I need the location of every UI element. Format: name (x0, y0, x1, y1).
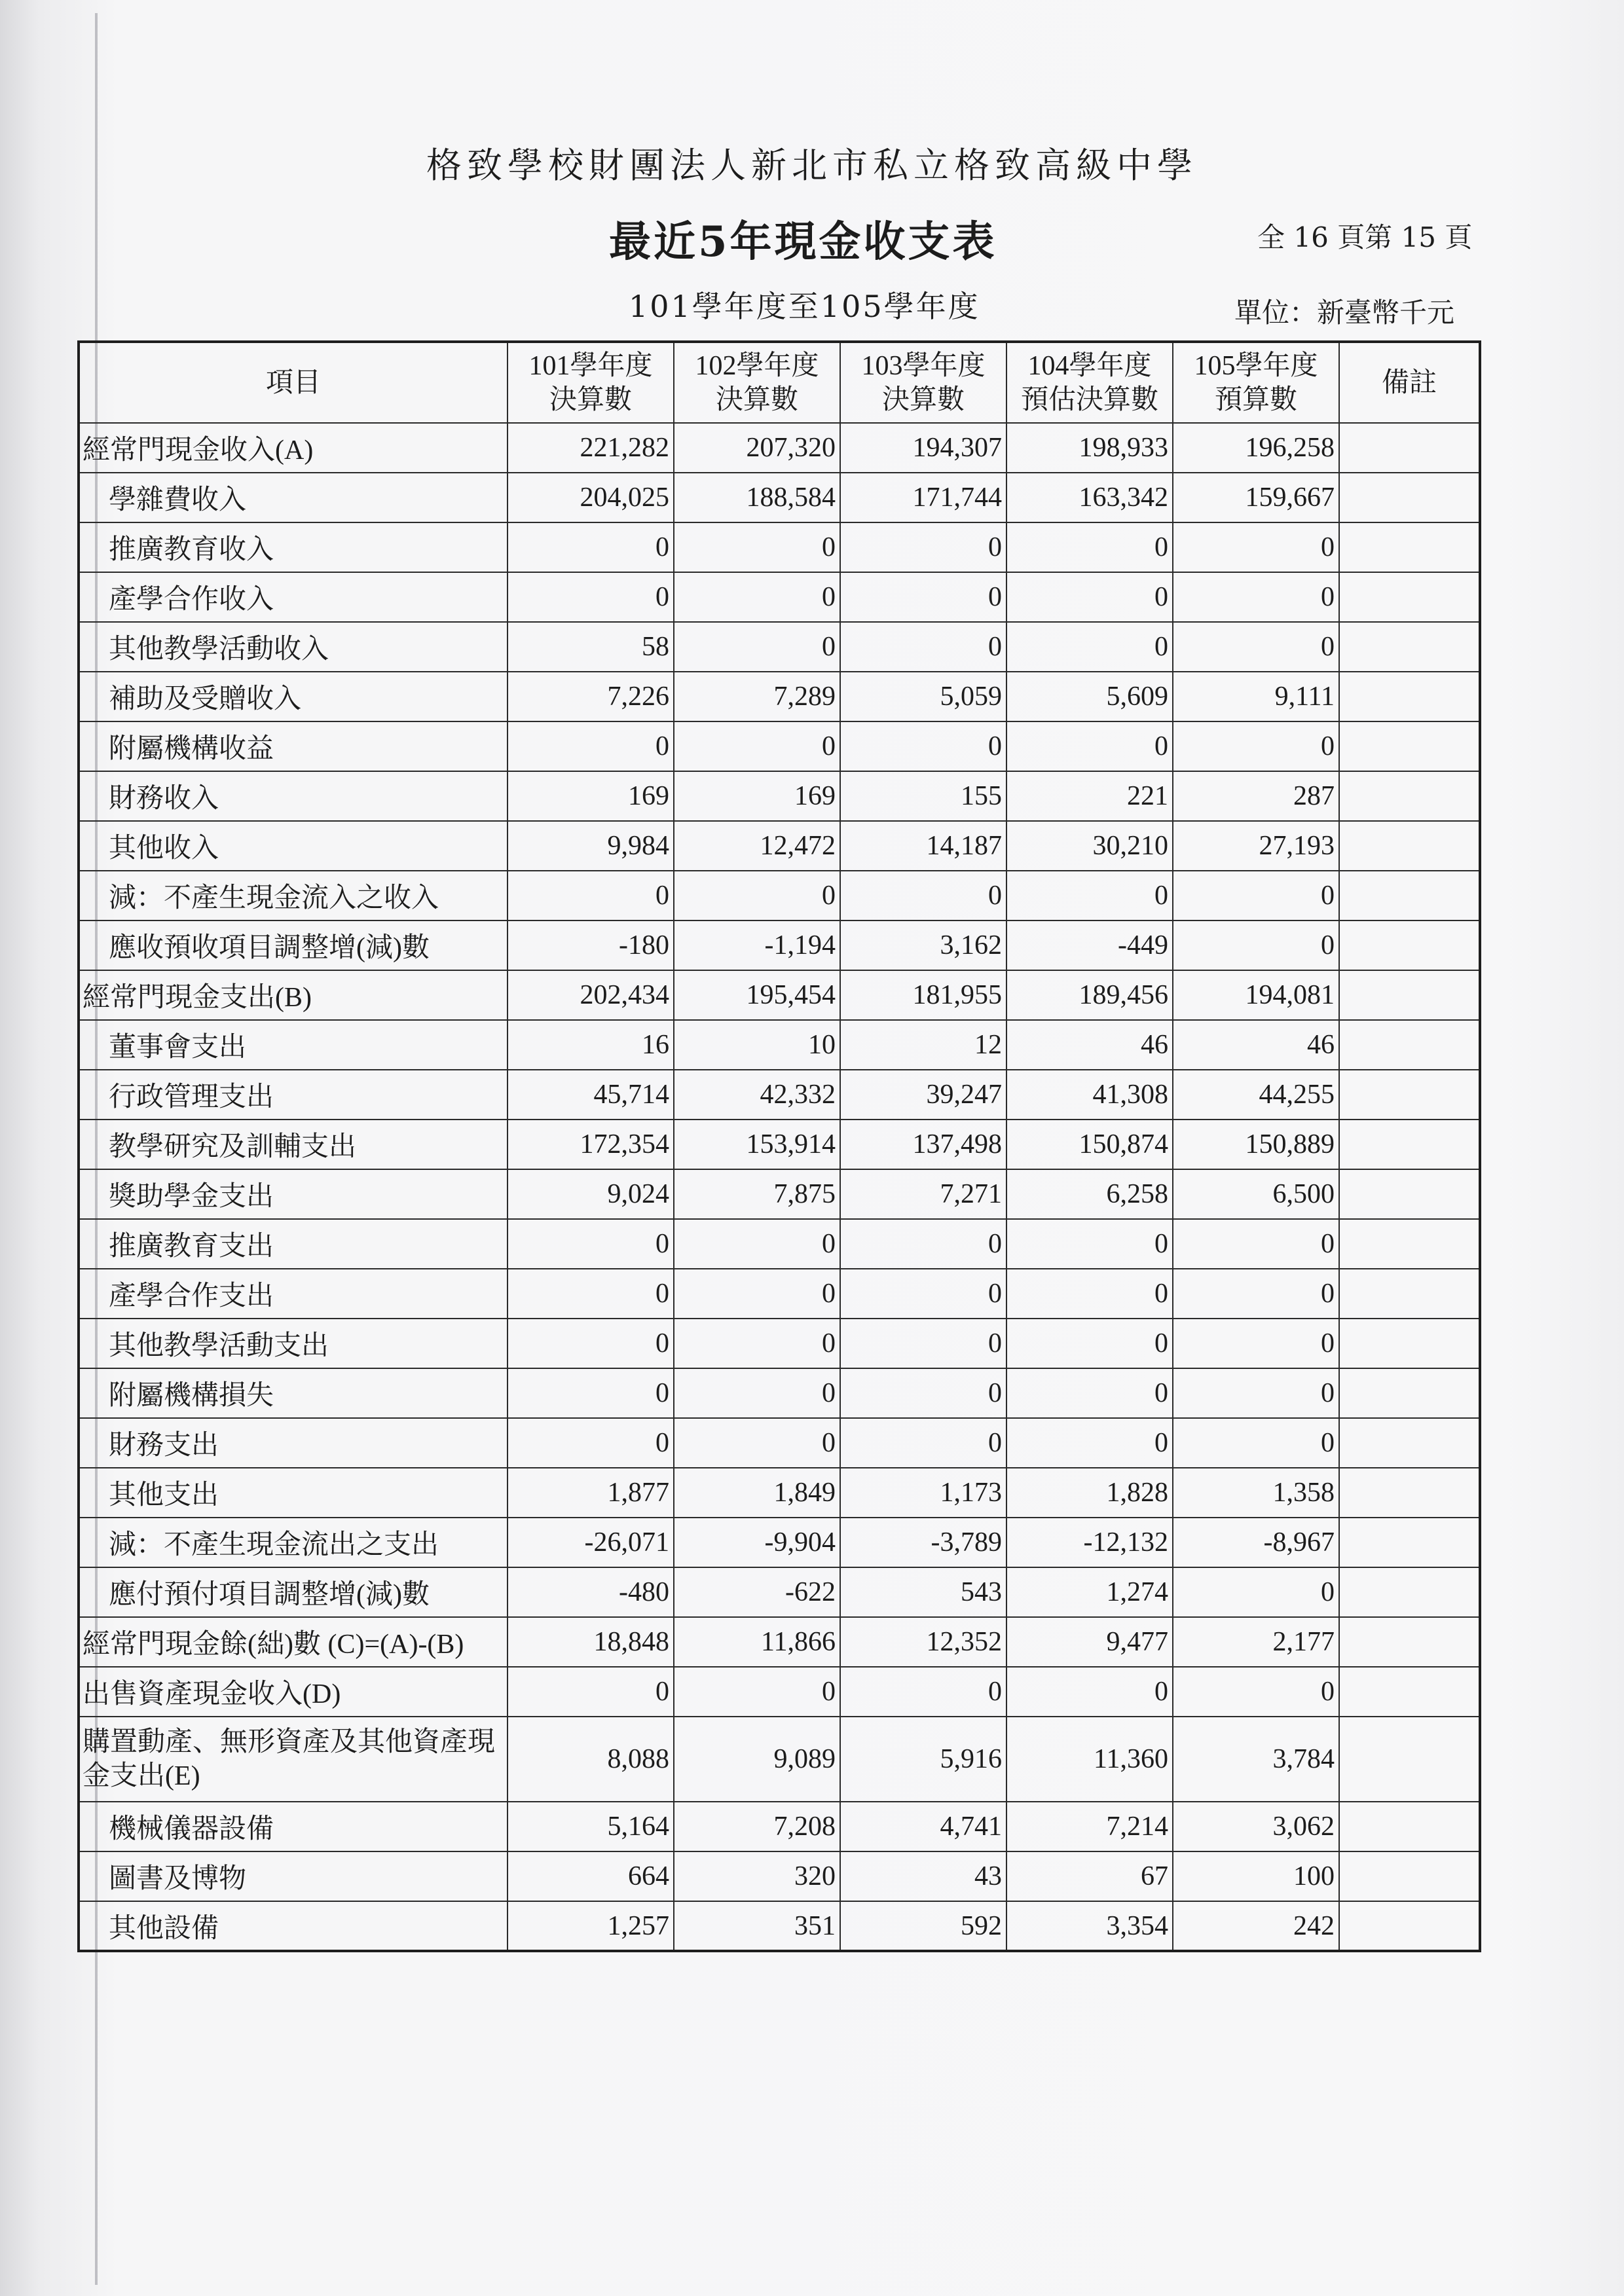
cell-year-105: 0 (1173, 522, 1339, 572)
row-note (1339, 1802, 1480, 1851)
cell-year-102: 188,584 (674, 473, 840, 522)
cell-year-101: -480 (507, 1567, 674, 1617)
cell-year-105: 0 (1173, 572, 1339, 622)
cell-year-103: 14,187 (840, 821, 1006, 871)
row-label: 獎助學金支出 (79, 1169, 507, 1219)
cell-year-102: 10 (674, 1020, 840, 1070)
row-label: 附屬機構損失 (79, 1368, 507, 1418)
cell-year-105: 0 (1173, 1667, 1339, 1717)
row-label: 學雜費收入 (79, 473, 507, 522)
row-note (1339, 473, 1480, 522)
cell-year-105: 6,500 (1173, 1169, 1339, 1219)
row-note (1339, 1020, 1480, 1070)
cell-year-101: 8,088 (507, 1717, 674, 1802)
cell-year-102: 0 (674, 1667, 840, 1717)
cell-year-104: 0 (1006, 1418, 1173, 1468)
row-note (1339, 672, 1480, 721)
cell-year-105: 27,193 (1173, 821, 1339, 871)
cell-year-103: -3,789 (840, 1518, 1006, 1567)
cell-year-105: 9,111 (1173, 672, 1339, 721)
cell-year-103: 0 (840, 1219, 1006, 1269)
row-label: 其他教學活動收入 (79, 622, 507, 672)
cell-year-104: 189,456 (1006, 970, 1173, 1020)
table-row (79, 721, 1480, 771)
cell-year-103: 7,271 (840, 1169, 1006, 1219)
cell-year-103: 0 (840, 572, 1006, 622)
table-row (79, 1319, 1480, 1368)
cell-year-105: 0 (1173, 1567, 1339, 1617)
cell-year-102: 7,208 (674, 1802, 840, 1851)
cell-year-101: 221,282 (507, 423, 674, 473)
cell-year-103: 5,059 (840, 672, 1006, 721)
table-row (79, 1717, 1480, 1802)
currency-unit: 單位：新臺幣千元 (1234, 297, 1455, 329)
cell-year-104: 3,354 (1006, 1901, 1173, 1951)
cell-year-102: 0 (674, 1319, 840, 1368)
row-label: 圖書及博物 (79, 1851, 507, 1901)
row-label: 應付預付項目調整增(減)數 (79, 1567, 507, 1617)
cell-year-102: 153,914 (674, 1120, 840, 1169)
cell-year-105: -8,967 (1173, 1518, 1339, 1567)
cell-year-104: 0 (1006, 1219, 1173, 1269)
cell-year-104: 0 (1006, 871, 1173, 920)
cell-year-104: 30,210 (1006, 821, 1173, 871)
cell-year-102: 0 (674, 1418, 840, 1468)
cell-year-101: 1,257 (507, 1901, 674, 1951)
cell-year-101: 0 (507, 1667, 674, 1717)
row-label: 出售資產現金收入(D) (79, 1667, 507, 1717)
row-note (1339, 1368, 1480, 1418)
cell-year-105: 0 (1173, 1418, 1339, 1468)
cell-year-102: -622 (674, 1567, 840, 1617)
cell-year-101: 16 (507, 1020, 674, 1070)
cell-year-101: 204,025 (507, 473, 674, 522)
cell-year-101: 5,164 (507, 1802, 674, 1851)
table-row (79, 1120, 1480, 1169)
cell-year-104: 5,609 (1006, 672, 1173, 721)
row-note (1339, 821, 1480, 871)
cell-year-103: 12,352 (840, 1617, 1006, 1667)
header-year-103: 103學年度 決算數 (840, 342, 1006, 423)
cell-year-105: 0 (1173, 721, 1339, 771)
cell-year-101: 9,984 (507, 821, 674, 871)
cell-year-103: 155 (840, 771, 1006, 821)
row-label: 產學合作支出 (79, 1269, 507, 1319)
header-note: 備註 (1339, 342, 1480, 423)
table-row (79, 1518, 1480, 1567)
cell-year-101: 664 (507, 1851, 674, 1901)
cell-year-102: 9,089 (674, 1717, 840, 1802)
cell-year-102: 11,866 (674, 1617, 840, 1667)
cell-year-103: 592 (840, 1901, 1006, 1951)
table-row (79, 1567, 1480, 1617)
cell-year-104: 0 (1006, 1269, 1173, 1319)
cell-year-101: 58 (507, 622, 674, 672)
cell-year-102: 320 (674, 1851, 840, 1901)
cell-year-103: 0 (840, 1368, 1006, 1418)
table-row (79, 821, 1480, 871)
cell-year-103: 1,173 (840, 1468, 1006, 1518)
cell-year-104: -449 (1006, 920, 1173, 970)
cell-year-103: 0 (840, 721, 1006, 771)
row-label: 推廣教育收入 (79, 522, 507, 572)
cell-year-103: 0 (840, 871, 1006, 920)
cell-year-105: 0 (1173, 1319, 1339, 1368)
table-row (79, 1802, 1480, 1851)
row-note (1339, 1468, 1480, 1518)
row-label: 應收預收項目調整增(減)數 (79, 920, 507, 970)
row-note (1339, 1667, 1480, 1717)
table-row (79, 1070, 1480, 1120)
row-note (1339, 1169, 1480, 1219)
cell-year-104: 0 (1006, 1368, 1173, 1418)
table-row (79, 1020, 1480, 1070)
row-label: 附屬機構收益 (79, 721, 507, 771)
cell-year-101: 0 (507, 721, 674, 771)
cell-year-104: 11,360 (1006, 1717, 1173, 1802)
table-row (79, 423, 1480, 473)
cell-year-105: 0 (1173, 1269, 1339, 1319)
row-label: 購置動產、無形資產及其他資產現金支出(E) (79, 1717, 507, 1802)
table-row (79, 672, 1480, 721)
cell-year-104: 1,274 (1006, 1567, 1173, 1617)
cell-year-102: 0 (674, 522, 840, 572)
table-row (79, 622, 1480, 672)
row-label: 推廣教育支出 (79, 1219, 507, 1269)
table-row (79, 473, 1480, 522)
header-year-105: 105學年度 預算數 (1173, 342, 1339, 423)
table-body (79, 423, 1480, 1951)
cell-year-103: 181,955 (840, 970, 1006, 1020)
cell-year-102: 195,454 (674, 970, 840, 1020)
header-year-102: 102學年度 決算數 (674, 342, 840, 423)
row-label: 經常門現金支出(B) (79, 970, 507, 1020)
cell-year-101: 7,226 (507, 672, 674, 721)
cell-year-101: 0 (507, 1368, 674, 1418)
cell-year-105: 196,258 (1173, 423, 1339, 473)
row-label: 減：不產生現金流入之收入 (79, 871, 507, 920)
cell-year-103: 0 (840, 1667, 1006, 1717)
row-label: 經常門現金餘(絀)數 (C)=(A)-(B) (79, 1617, 507, 1667)
header-item: 項目 (79, 342, 507, 423)
table-row (79, 1269, 1480, 1319)
header-year-101: 101學年度 決算數 (507, 342, 674, 423)
cell-year-105: 3,784 (1173, 1717, 1339, 1802)
cell-year-104: 0 (1006, 1667, 1173, 1717)
cell-year-105: 0 (1173, 1368, 1339, 1418)
cell-year-101: 169 (507, 771, 674, 821)
table-row (79, 1368, 1480, 1418)
cell-year-102: 0 (674, 1269, 840, 1319)
row-note (1339, 1617, 1480, 1667)
cell-year-103: 543 (840, 1567, 1006, 1617)
row-label: 其他設備 (79, 1901, 507, 1951)
cell-year-104: 41,308 (1006, 1070, 1173, 1120)
table-row (79, 1617, 1480, 1667)
row-note (1339, 1120, 1480, 1169)
cell-year-105: 0 (1173, 622, 1339, 672)
cell-year-103: 194,307 (840, 423, 1006, 473)
page-number: 全 16 頁第 15 頁 (1257, 221, 1473, 253)
school-title: 格致學校財團法人新北市私立格致高級中學 (426, 145, 1198, 186)
cell-year-104: 67 (1006, 1851, 1173, 1901)
cell-year-102: 12,472 (674, 821, 840, 871)
table-row (79, 1667, 1480, 1717)
cell-year-105: 0 (1173, 1219, 1339, 1269)
cell-year-101: 202,434 (507, 970, 674, 1020)
cell-year-105: 194,081 (1173, 970, 1339, 1020)
cell-year-103: 137,498 (840, 1120, 1006, 1169)
table-row (79, 1468, 1480, 1518)
row-note (1339, 1418, 1480, 1468)
cell-year-105: 1,358 (1173, 1468, 1339, 1518)
table-row (79, 970, 1480, 1020)
row-label: 其他收入 (79, 821, 507, 871)
cell-year-102: 0 (674, 1219, 840, 1269)
cell-year-102: 0 (674, 721, 840, 771)
row-label: 教學研究及訓輔支出 (79, 1120, 507, 1169)
row-note (1339, 771, 1480, 821)
table-row (79, 1219, 1480, 1269)
cell-year-104: 163,342 (1006, 473, 1173, 522)
cell-year-102: 42,332 (674, 1070, 840, 1120)
cell-year-101: 0 (507, 522, 674, 572)
table-row (79, 1418, 1480, 1468)
cell-year-103: 0 (840, 522, 1006, 572)
cell-year-103: 0 (840, 1418, 1006, 1468)
cell-year-101: 18,848 (507, 1617, 674, 1667)
row-label: 財務收入 (79, 771, 507, 821)
row-note (1339, 1219, 1480, 1269)
cell-year-103: 171,744 (840, 473, 1006, 522)
cell-year-104: 198,933 (1006, 423, 1173, 473)
row-note (1339, 1319, 1480, 1368)
cell-year-104: 0 (1006, 572, 1173, 622)
cell-year-102: 1,849 (674, 1468, 840, 1518)
cell-year-101: 45,714 (507, 1070, 674, 1120)
cell-year-102: 7,289 (674, 672, 840, 721)
cell-year-105: 46 (1173, 1020, 1339, 1070)
row-note (1339, 721, 1480, 771)
cell-year-105: 242 (1173, 1901, 1339, 1951)
table-row (79, 871, 1480, 920)
cell-year-103: 39,247 (840, 1070, 1006, 1120)
row-note (1339, 1518, 1480, 1567)
cell-year-104: 9,477 (1006, 1617, 1173, 1667)
cell-year-103: 5,916 (840, 1717, 1006, 1802)
cell-year-101: 0 (507, 1219, 674, 1269)
table-row (79, 771, 1480, 821)
row-label: 經常門現金收入(A) (79, 423, 507, 473)
row-note (1339, 423, 1480, 473)
cell-year-101: 0 (507, 871, 674, 920)
row-note (1339, 1901, 1480, 1951)
cell-year-101: -26,071 (507, 1518, 674, 1567)
cell-year-101: 0 (507, 1269, 674, 1319)
cell-year-105: 287 (1173, 771, 1339, 821)
row-label: 補助及受贈收入 (79, 672, 507, 721)
table-row (79, 522, 1480, 572)
row-note (1339, 1269, 1480, 1319)
cell-year-102: -9,904 (674, 1518, 840, 1567)
row-note (1339, 871, 1480, 920)
cell-year-102: 0 (674, 1368, 840, 1418)
cell-year-101: -180 (507, 920, 674, 970)
cell-year-101: 0 (507, 1418, 674, 1468)
cell-year-102: 169 (674, 771, 840, 821)
cell-year-102: 0 (674, 572, 840, 622)
row-note (1339, 1717, 1480, 1802)
row-label: 財務支出 (79, 1418, 507, 1468)
cell-year-105: 3,062 (1173, 1802, 1339, 1851)
table-row (79, 1169, 1480, 1219)
cell-year-103: 12 (840, 1020, 1006, 1070)
cell-year-103: 0 (840, 1269, 1006, 1319)
cell-year-105: 44,255 (1173, 1070, 1339, 1120)
year-range: 101學年度至105學年度 (629, 289, 980, 324)
table-row (79, 1851, 1480, 1901)
cell-year-102: -1,194 (674, 920, 840, 970)
row-note (1339, 920, 1480, 970)
cell-year-102: 7,875 (674, 1169, 840, 1219)
cell-year-104: 1,828 (1006, 1468, 1173, 1518)
table-row (79, 1901, 1480, 1951)
row-note (1339, 572, 1480, 622)
row-label: 減：不產生現金流出之支出 (79, 1518, 507, 1567)
cell-year-101: 1,877 (507, 1468, 674, 1518)
row-note (1339, 1851, 1480, 1901)
cell-year-101: 9,024 (507, 1169, 674, 1219)
cell-year-105: 0 (1173, 920, 1339, 970)
cell-year-104: 221 (1006, 771, 1173, 821)
row-note (1339, 622, 1480, 672)
row-label: 其他支出 (79, 1468, 507, 1518)
cell-year-102: 207,320 (674, 423, 840, 473)
row-note (1339, 522, 1480, 572)
cell-year-103: 0 (840, 622, 1006, 672)
row-label: 董事會支出 (79, 1020, 507, 1070)
cell-year-101: 172,354 (507, 1120, 674, 1169)
row-label: 機械儀器設備 (79, 1802, 507, 1851)
header-year-104: 104學年度 預估決算數 (1006, 342, 1173, 423)
cell-year-105: 0 (1173, 871, 1339, 920)
cell-year-105: 2,177 (1173, 1617, 1339, 1667)
table-row (79, 572, 1480, 622)
row-note (1339, 1070, 1480, 1120)
cell-year-104: 0 (1006, 721, 1173, 771)
row-label: 其他教學活動支出 (79, 1319, 507, 1368)
cell-year-102: 0 (674, 622, 840, 672)
row-note (1339, 1567, 1480, 1617)
cell-year-104: -12,132 (1006, 1518, 1173, 1567)
row-label: 行政管理支出 (79, 1070, 507, 1120)
cell-year-104: 46 (1006, 1020, 1173, 1070)
cell-year-103: 0 (840, 1319, 1006, 1368)
row-label: 產學合作收入 (79, 572, 507, 622)
cell-year-104: 0 (1006, 1319, 1173, 1368)
row-note (1339, 970, 1480, 1020)
cash-flow-table (77, 340, 1481, 1952)
cell-year-102: 351 (674, 1901, 840, 1951)
cell-year-105: 150,889 (1173, 1120, 1339, 1169)
cell-year-101: 0 (507, 572, 674, 622)
cell-year-104: 6,258 (1006, 1169, 1173, 1219)
cell-year-102: 0 (674, 871, 840, 920)
cell-year-104: 150,874 (1006, 1120, 1173, 1169)
cell-year-103: 4,741 (840, 1802, 1006, 1851)
report-title: 最近5年現金收支表 (609, 217, 997, 266)
cell-year-105: 100 (1173, 1851, 1339, 1901)
cell-year-101: 0 (507, 1319, 674, 1368)
table-header-row (79, 342, 1480, 423)
cell-year-104: 7,214 (1006, 1802, 1173, 1851)
table-row (79, 920, 1480, 970)
cell-year-104: 0 (1006, 622, 1173, 672)
cell-year-105: 159,667 (1173, 473, 1339, 522)
cell-year-104: 0 (1006, 522, 1173, 572)
cell-year-103: 3,162 (840, 920, 1006, 970)
cell-year-103: 43 (840, 1851, 1006, 1901)
